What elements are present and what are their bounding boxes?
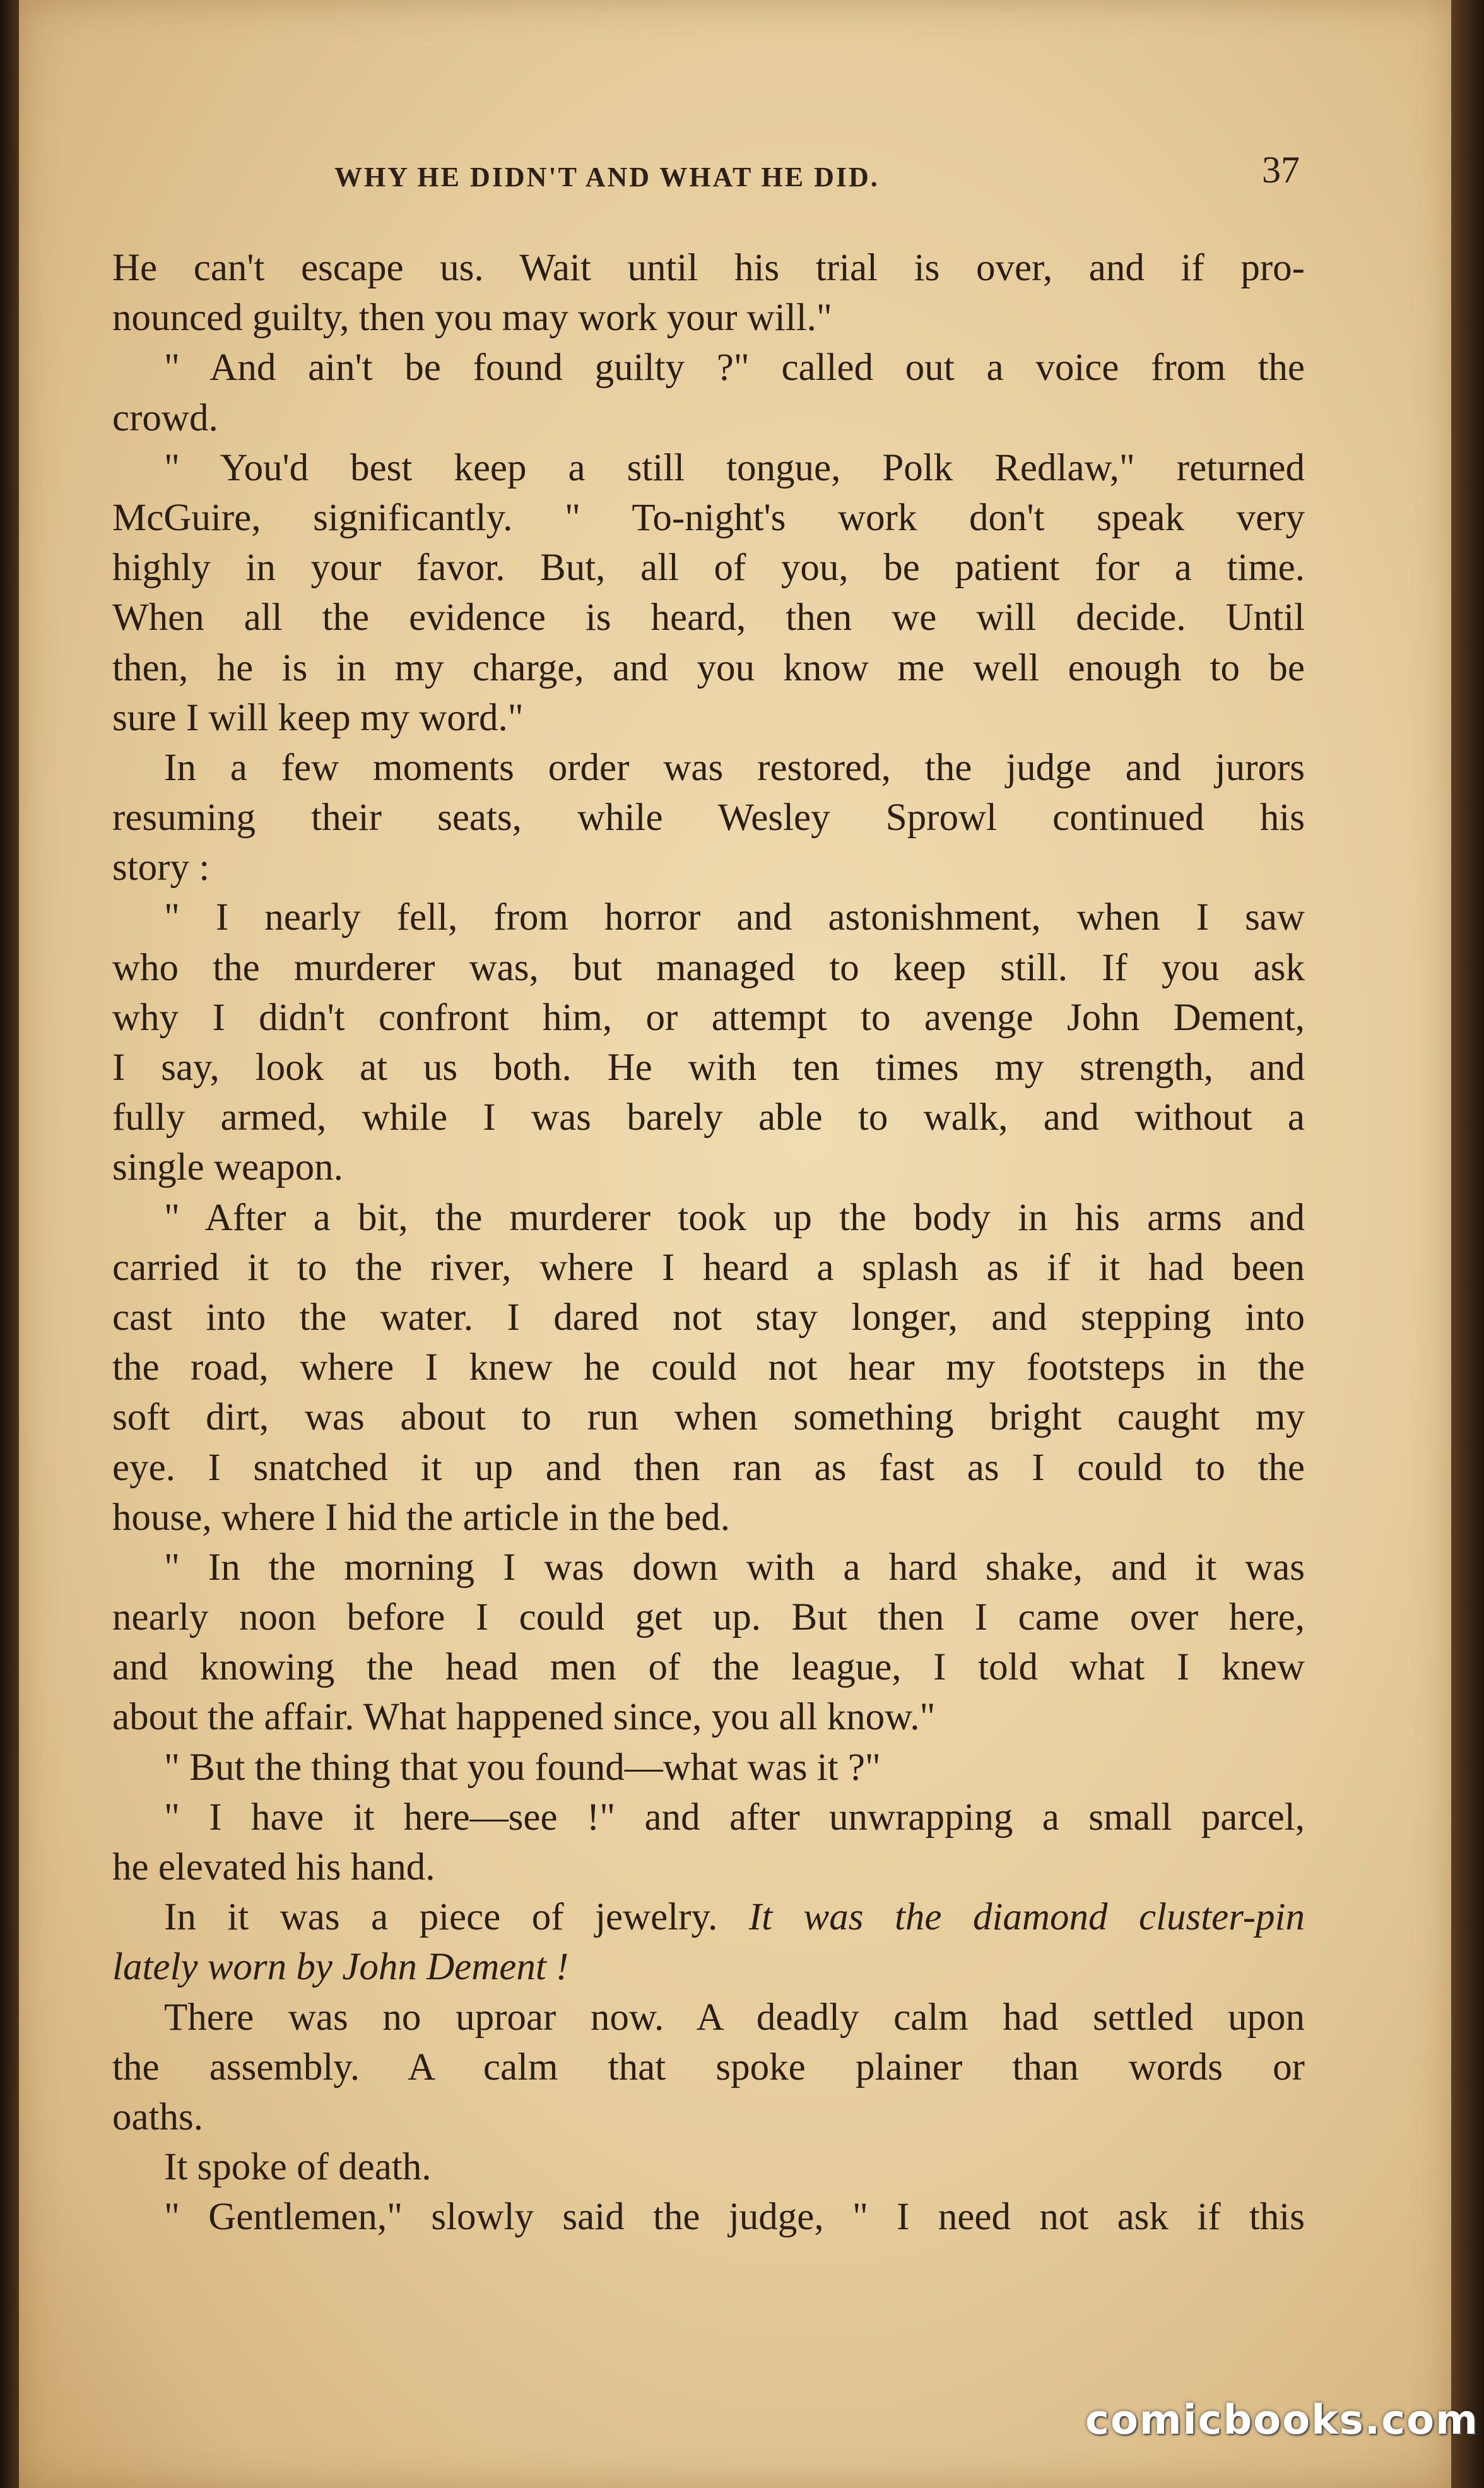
body-lines-bottom bbox=[112, 1993, 1305, 2242]
body-text bbox=[112, 243, 1305, 2242]
text-line: eye. I snatched it up and then ran as fast as I could to the bbox=[112, 1446, 1305, 1489]
text-line: the assembly. A calm that spoke plainer than words or bbox=[112, 2046, 1305, 2088]
text-line: I say, look at us both. He with ten times my strength, and bbox=[112, 1046, 1305, 1089]
running-head: WHY HE DIDN'T AND WHAT HE DID. bbox=[334, 162, 880, 193]
book-page bbox=[19, 0, 1451, 2488]
text-line: who the murderer was, but managed to keep still. If you ask bbox=[112, 946, 1305, 989]
text-line: cast into the water. I dared not stay longer, and stepping into bbox=[112, 1296, 1305, 1339]
text-line: fully armed, while I was barely able to walk, and without a bbox=[112, 1096, 1305, 1139]
text-line: There was no uproar now. A deadly calm had settled upon bbox=[164, 1996, 1305, 2039]
text-line: McGuire, significantly. " To-night's work don't speak very bbox=[112, 496, 1305, 539]
text-line: oaths. bbox=[112, 2095, 204, 2138]
text-line: why I didn't confront him, or attempt to avenge John Dement, bbox=[112, 996, 1305, 1039]
text-line: soft dirt, was about to run when something bright caught my bbox=[112, 1396, 1305, 1439]
text-line: nounced guilty, then you may work your will." bbox=[112, 297, 832, 340]
text-line: " Gentlemen," slowly said the judge, " I need not ask if this bbox=[164, 2196, 1305, 2239]
text-line: highly in your favor. But, all of you, be patient for a time. bbox=[112, 547, 1305, 589]
page-number: 37 bbox=[1262, 149, 1300, 191]
text-line: resuming their seats, while Wesley Sprowl continued his bbox=[112, 797, 1305, 839]
watermark: comicbooks.com bbox=[1085, 2397, 1479, 2444]
jewelry-line-italic: It was the diamond cluster-pin bbox=[748, 1896, 1305, 1939]
text-line: In a few moments order was restored, the judge and jurors bbox=[164, 746, 1305, 789]
text-line: and knowing the head men of the league, I told what I knew bbox=[112, 1646, 1305, 1689]
text-line: the road, where I knew he could not hear my footsteps in the bbox=[112, 1346, 1305, 1389]
text-line: " But the thing that you found—what was it ?" bbox=[164, 1746, 881, 1789]
text-line: sure I will keep my word." bbox=[112, 696, 524, 739]
text-line: " After a bit, the murderer took up the body in his arms and bbox=[164, 1196, 1305, 1239]
text-line: " And ain't be found guilty ?" called out a voice from the bbox=[164, 347, 1305, 389]
jewelry-line-continued: lately worn by John Dement ! bbox=[112, 1946, 569, 1989]
body-lines-top bbox=[112, 243, 1305, 1892]
page-header bbox=[114, 136, 1312, 211]
text-line: crowd. bbox=[112, 396, 218, 439]
text-line: " I nearly fell, from horror and astonishment, when I saw bbox=[164, 896, 1305, 939]
jewelry-line-plain: In it was a piece of jewelry. bbox=[164, 1896, 718, 1939]
page-edge-shadow bbox=[1451, 0, 1484, 2488]
text-line: house, where I hid the article in the bed. bbox=[112, 1496, 731, 1539]
text-line: then, he is in my charge, and you know me well enough to be bbox=[112, 646, 1305, 689]
text-line: When all the evidence is heard, then we will decide. Until bbox=[112, 596, 1305, 639]
jewelry-line bbox=[112, 1892, 1305, 1942]
text-line: He can't escape us. Wait until his trial is over, and if pro- bbox=[112, 247, 1305, 289]
book-spine-shadow bbox=[0, 0, 19, 2488]
text-line: carried it to the river, where I heard a splash as if it had been bbox=[112, 1246, 1305, 1289]
text-line: about the affair. What happened since, you all know." bbox=[112, 1696, 936, 1739]
text-line: nearly noon before I could get up. But then I came over here, bbox=[112, 1596, 1305, 1639]
text-line: he elevated his hand. bbox=[112, 1846, 435, 1888]
text-line: " You'd best keep a still tongue, Polk Redlaw," returned bbox=[164, 446, 1305, 489]
text-line: story : bbox=[112, 846, 210, 889]
text-line: " In the morning I was down with a hard shake, and it was bbox=[164, 1546, 1305, 1589]
text-line: single weapon. bbox=[112, 1146, 343, 1189]
text-line: It spoke of death. bbox=[164, 2146, 432, 2189]
text-line: " I have it here—see !" and after unwrapping a small parcel, bbox=[164, 1796, 1305, 1839]
